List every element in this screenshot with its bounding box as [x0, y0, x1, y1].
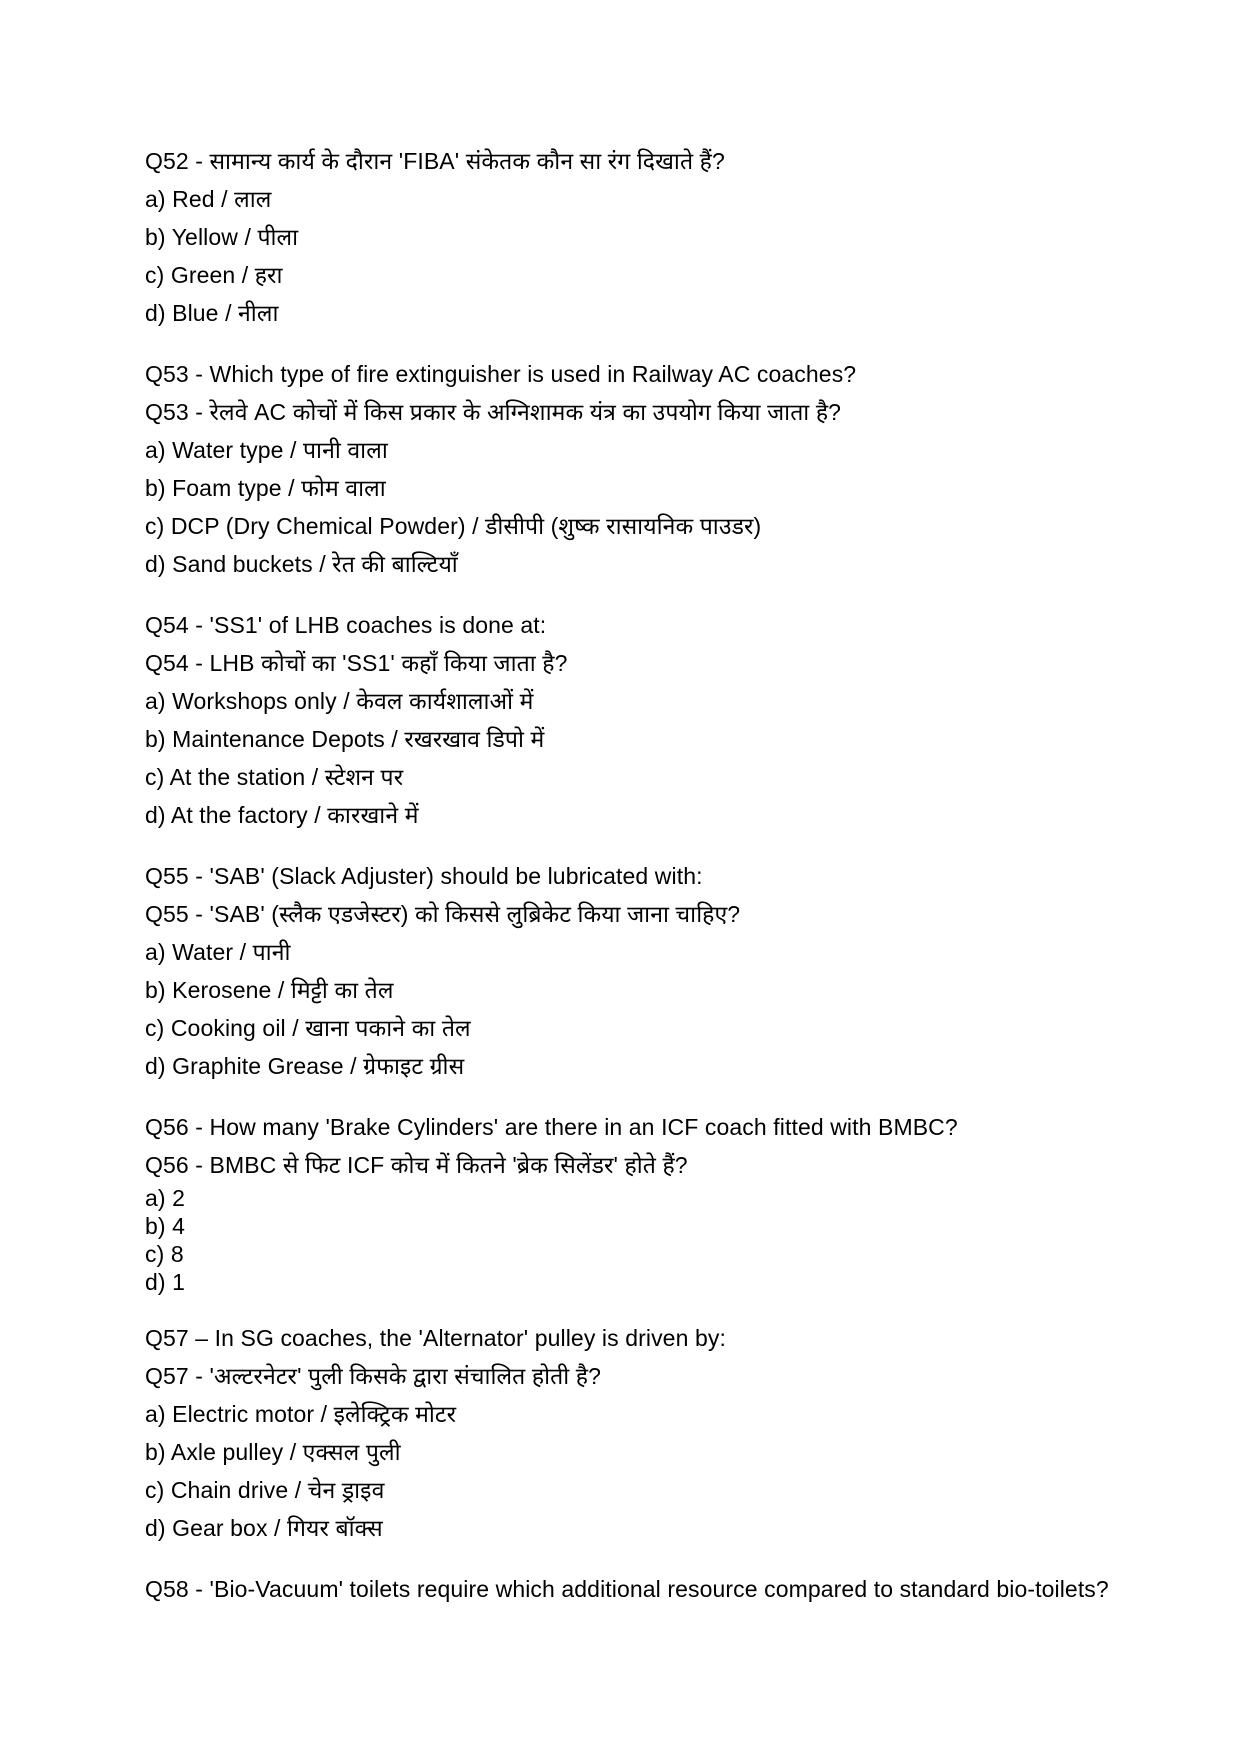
question-block-q57: [145, 1319, 1186, 1547]
question-text-en: Q58 - 'Bio-Vacuum' toilets require which additional resource compared to standard bio-toilets?: [145, 1576, 1109, 1602]
option-b: b) Kerosene / मिट्टी का तेल: [145, 977, 394, 1003]
option-b: b) 4: [145, 1213, 186, 1239]
option-c: c) 8: [145, 1241, 184, 1267]
option-d: d) Gear box / गियर बॉक्स: [145, 1515, 383, 1541]
option-a: a) Water / पानी: [145, 939, 291, 965]
question-text-en: Q55 - 'SAB' (Slack Adjuster) should be lubricated with:: [145, 863, 703, 889]
question-block-q53: [145, 355, 1186, 583]
question-text-en: Q57 – In SG coaches, the 'Alternator' pulley is driven by:: [145, 1325, 726, 1351]
question-block-q58: [145, 1570, 1186, 1608]
question-block-q55: [145, 857, 1186, 1085]
option-b: b) Foam type / फोम वाला: [145, 475, 386, 501]
question-text-en: Q53 - Which type of fire extinguisher is used in Railway AC coaches?: [145, 361, 857, 387]
option-d: d) Sand buckets / रेत की बाल्टियाँ: [145, 551, 458, 577]
question-block-q54: [145, 606, 1186, 834]
option-c: c) DCP (Dry Chemical Powder) / डीसीपी (शुष्क रासायनिक पाउडर): [145, 513, 762, 539]
question-text-hi: Q57 - 'अल्टरनेटर' पुली किसके द्वारा संचालित होती है?: [145, 1363, 602, 1389]
option-d: d) Blue / नीला: [145, 300, 279, 326]
option-b: b) Yellow / पीला: [145, 224, 299, 250]
option-c: c) Chain drive / चेन ड्राइव: [145, 1477, 385, 1503]
option-a: a) Electric motor / इलेक्ट्रिक मोटर: [145, 1401, 457, 1427]
option-d: d) 1: [145, 1269, 186, 1295]
option-a: a) Red / लाल: [145, 186, 272, 212]
question-block-q56: [145, 1108, 1186, 1296]
option-a: a) Water type / पानी वाला: [145, 437, 388, 463]
question-text-en: Q54 - 'SS1' of LHB coaches is done at:: [145, 612, 547, 638]
option-a: a) Workshops only / केवल कार्यशालाओं में: [145, 688, 534, 714]
question-text-hi: Q53 - रेलवे AC कोचों में किस प्रकार के अग्निशामक यंत्र का उपयोग किया जाता है?: [145, 399, 842, 425]
option-c: c) Cooking oil / खाना पकाने का तेल: [145, 1015, 471, 1041]
option-b: b) Axle pulley / एक्सल पुली: [145, 1439, 401, 1465]
question-text-hi: Q55 - 'SAB' (स्लैक एडजेस्टर) को किससे लुब्रिकेट किया जाना चाहिए?: [145, 901, 741, 927]
option-d: d) Graphite Grease / ग्रेफाइट ग्रीस: [145, 1053, 465, 1079]
question-text-hi: Q56 - BMBC से फिट ICF कोच में कितने 'ब्रेक सिलेंडर' होते हैं?: [145, 1152, 688, 1178]
option-d: d) At the factory / कारखाने में: [145, 802, 419, 828]
option-a: a) 2: [145, 1185, 186, 1211]
question-text-en: Q56 - How many 'Brake Cylinders' are there in an ICF coach fitted with BMBC?: [145, 1114, 958, 1140]
option-b: b) Maintenance Depots / रखरखाव डिपो में: [145, 726, 545, 752]
question-text-hi: Q52 - सामान्य कार्य के दौरान 'FIBA' संकेतक कौन सा रंग दिखाते हैं?: [145, 148, 725, 174]
option-c: c) At the station / स्टेशन पर: [145, 764, 404, 790]
option-c: c) Green / हरा: [145, 262, 283, 288]
question-text-hi: Q54 - LHB कोचों का 'SS1' कहाँ किया जाता है?: [145, 650, 568, 676]
question-block-q52: [145, 142, 1186, 332]
